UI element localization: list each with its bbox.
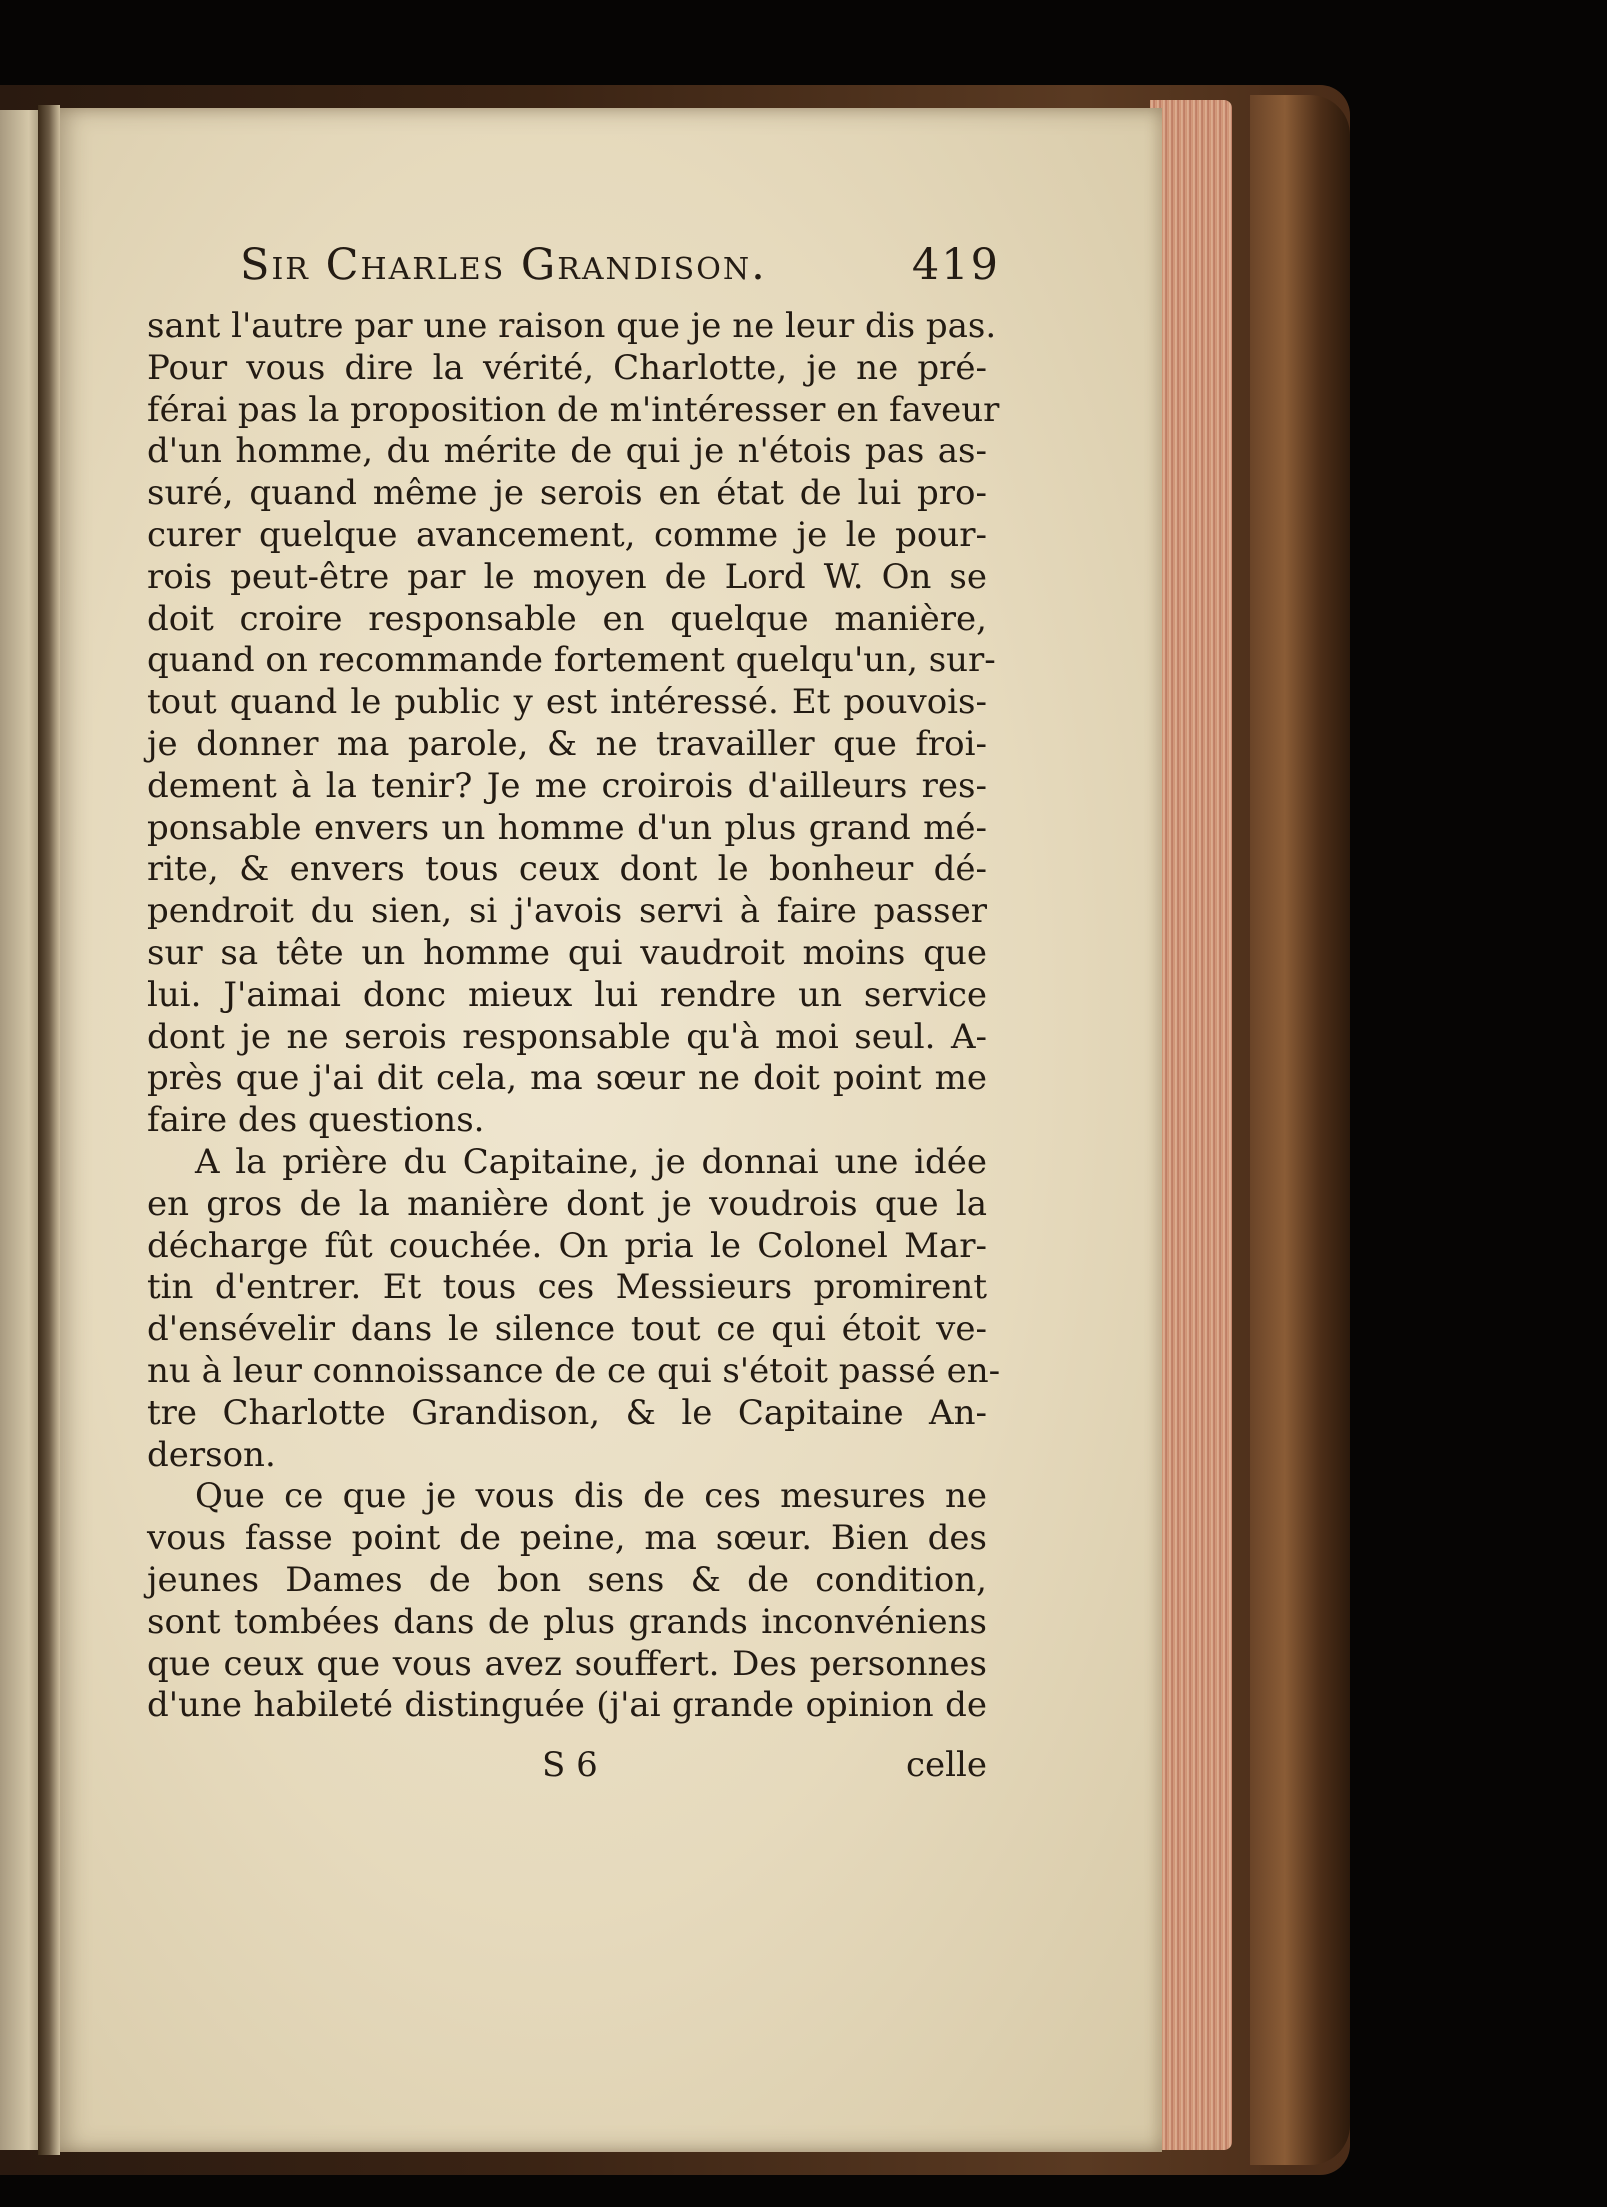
book-cover-edge xyxy=(1250,95,1350,2165)
text-line: doit croire responsable en quelque manière, xyxy=(147,598,987,639)
page-gutter xyxy=(38,105,60,2155)
text-line: jeunes Dames de bon sens & de condition, xyxy=(147,1559,987,1600)
text-line: près que j'ai dit cela, ma sœur ne doit point me xyxy=(147,1058,987,1099)
text-line: férai pas la proposition de m'intéresser en faveur xyxy=(147,389,1000,430)
text-line: d'un homme, du mérite de qui je n'étois pas as- xyxy=(147,431,987,472)
page-number: 419 xyxy=(911,240,1000,290)
text-line: curer quelque avancement, comme je le pour- xyxy=(147,514,987,555)
text-line: vous fasse point de peine, ma sœur. Bien des xyxy=(147,1518,987,1559)
text-line: sur sa tête un homme qui vaudroit moins que xyxy=(147,932,987,973)
text-line: je donner ma parole, & ne travailler que froi- xyxy=(147,723,987,764)
text-line: ponsable envers un homme d'un plus grand mé- xyxy=(147,807,987,848)
text-line: d'ensévelir dans le silence tout ce qui étoit ve- xyxy=(147,1309,987,1350)
signature-mark: S 6 xyxy=(542,1745,598,1785)
page-header xyxy=(240,240,1000,300)
text-line: quand on recommande fortement quelqu'un, sur- xyxy=(147,640,996,681)
page-edges xyxy=(1150,100,1232,2150)
text-line: rite, & envers tous ceux dont le bonheur dé- xyxy=(147,849,987,890)
text-line: que ceux que vous avez souffert. Des personnes xyxy=(147,1643,987,1684)
text-line: Pour vous dire la vérité, Charlotte, je ne pré- xyxy=(147,347,987,388)
text-line: faire des questions. xyxy=(147,1100,485,1141)
text-line: sont tombées dans de plus grands inconvéniens xyxy=(147,1601,987,1642)
text-line: rois peut-être par le moyen de Lord W. On se xyxy=(147,556,987,597)
text-line: en gros de la manière dont je voudrois que la xyxy=(147,1183,987,1224)
text-line: tout quand le public y est intéressé. Et pouvois- xyxy=(147,682,987,723)
text-line: derson. xyxy=(147,1434,276,1475)
text-line: dont je ne serois responsable qu'à moi seul. A- xyxy=(147,1016,987,1057)
page-footer xyxy=(147,1745,987,1795)
text-line: dement à la tenir? Je me croirois d'ailleurs res- xyxy=(147,765,987,806)
text-line: d'une habileté distinguée (j'ai grande opinion de xyxy=(147,1685,987,1726)
text-line: pendroit du sien, si j'avois servi à faire passer xyxy=(147,891,987,932)
text-line: tre Charlotte Grandison, & le Capitaine An- xyxy=(147,1392,987,1433)
text-line: Que ce que je vous dis de ces mesures ne xyxy=(195,1476,987,1517)
text-line: sant l'autre par une raison que je ne leur dis pas. xyxy=(147,306,997,346)
catchword: celle xyxy=(905,1745,987,1785)
text-line: suré, quand même je serois en état de lui pro- xyxy=(147,473,987,514)
text-line: tin d'entrer. Et tous ces Messieurs promirent xyxy=(147,1267,987,1308)
body-text xyxy=(147,306,1001,1727)
text-line: lui. J'aimai donc mieux lui rendre un service xyxy=(147,974,987,1015)
running-title: Sir Charles Grandison. xyxy=(240,240,767,290)
text-line: décharge fût couchée. On pria le Colonel Mar- xyxy=(147,1225,987,1266)
text-line: A la prière du Capitaine, je donnai une idée xyxy=(195,1141,987,1182)
text-line: nu à leur connoissance de ce qui s'étoit passé en- xyxy=(147,1350,1001,1391)
